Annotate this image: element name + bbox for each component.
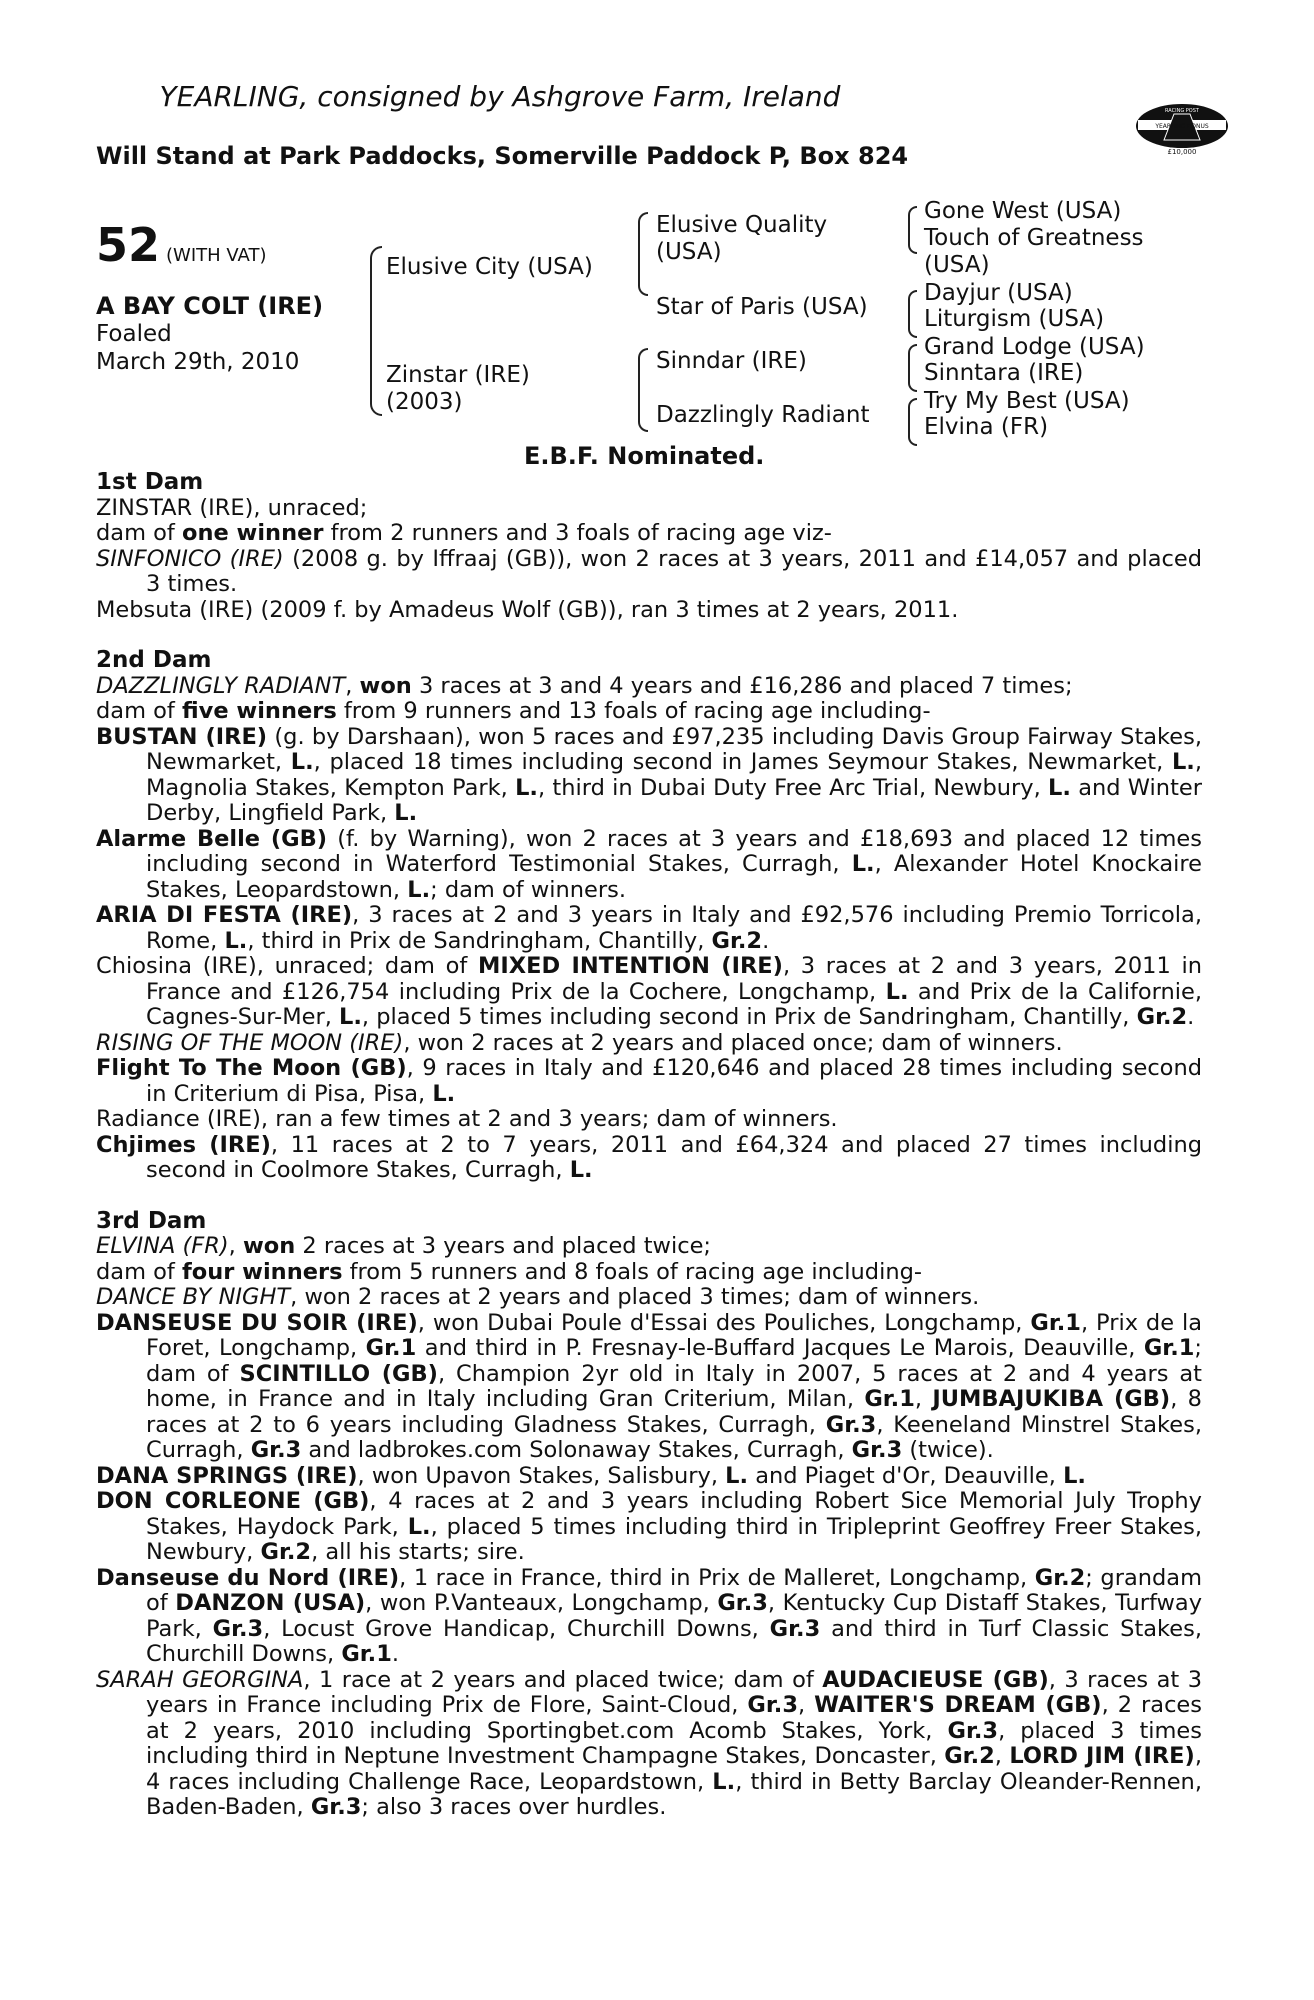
svg-text:YEARLING BONUS: YEARLING BONUS bbox=[1155, 123, 1209, 130]
produce-chjimes: Chjimes (IRE), 11 races at 2 to 7 years, 2011 and £64,324 and placed 27 times including second in Coolmore Stakes, Curragh, L. bbox=[96, 1131, 1202, 1183]
foaled-label: Foaled bbox=[96, 321, 172, 347]
ped-g3-1b: (USA) bbox=[656, 239, 722, 265]
brace-gen3-4 bbox=[908, 398, 917, 446]
produce-alarme-belle: Alarme Belle (GB) (f. by Warning), won 2 races at 3 years and £18,693 and placed 12 times including second in Waterford Testimonial Stakes, Curragh, L., Alexander Hotel Knockaire Stakes, Leopardstown, L.; dam of winners. bbox=[96, 825, 1202, 903]
ped-g4-2: Touch of Greatness bbox=[924, 225, 1144, 251]
produce-dana-springs: DANA SPRINGS (IRE), won Upavon Stakes, Salisbury, L. and Piaget d'Or, Deauville, L. bbox=[96, 1462, 1086, 1489]
first-dam-heading: 1st Dam bbox=[96, 469, 204, 495]
produce-flight-to-the-moon: Flight To The Moon (GB), 9 races in Italy and £120,646 and placed 28 times including second in Criterium di Pisa, Pisa, L. bbox=[96, 1055, 1202, 1107]
ped-sire: Elusive City (USA) bbox=[386, 254, 593, 280]
colt-name: A BAY COLT (IRE) bbox=[96, 292, 324, 320]
second-dam-line: DAZZLINGLY RADIANT, won 3 races at 3 and 4 years and £16,286 and placed 7 times; bbox=[96, 672, 1073, 699]
third-dam-line: ELVINA (FR), won 2 races at 3 years and placed twice; bbox=[96, 1233, 712, 1259]
ped-g3-3: Sinndar (IRE) bbox=[656, 348, 807, 374]
second-dam-heading: 2nd Dam bbox=[96, 647, 212, 673]
ped-g4-8: Elvina (FR) bbox=[924, 414, 1049, 440]
produce-radiance: Radiance (IRE), ran a few times at 2 and 3 years; dam of winners. bbox=[96, 1106, 838, 1132]
ped-g4-7: Try My Best (USA) bbox=[924, 388, 1130, 414]
first-dam-summary: dam of one winner from 2 runners and 3 foals of racing age viz- bbox=[96, 520, 832, 546]
catalogue-body bbox=[96, 470, 1202, 1821]
produce-chiosina: Chiosina (IRE), unraced; dam of MIXED INTENTION (IRE), 3 races at 2 and 3 years, 2011 in France and £126,754 including Prix de la Cochere, Longchamp, L. and Prix de la Californie, Cagnes-Sur-Mer, L., placed 5 times including second in Prix de Sandringham, Chantilly, Gr.2. bbox=[96, 953, 1203, 1030]
ped-g4-6: Sinntara (IRE) bbox=[924, 360, 1084, 386]
produce-mebsuta: Mebsuta (IRE) (2009 f. by Amadeus Wolf (GB)), ran 3 times at 2 years, 2011. bbox=[96, 596, 959, 623]
bonus-badge-icon bbox=[1134, 100, 1230, 156]
ped-g4-1: Gone West (USA) bbox=[924, 198, 1122, 224]
brace-gen1 bbox=[370, 246, 382, 416]
ebf-nominated: E.B.F. Nominated. bbox=[524, 442, 765, 470]
brace-gen3-2 bbox=[908, 290, 917, 338]
produce-dance-by-night: DANCE BY NIGHT, won 2 races at 2 years and placed 3 times; dam of winners. bbox=[96, 1284, 980, 1310]
produce-sarah-georgina: SARAH GEORGINA, 1 race at 2 years and placed twice; dam of AUDACIEUSE (GB), 3 races at 3 years in France including Prix de Flore, Saint-Cloud, Gr.3, WAITER'S DREAM (GB), 2 races at 2 years, 2010 including Sportingbet.com Acomb Stakes, York, Gr.3, placed 3 times including third in Neptune Investment Champagne Stakes, Doncaster, Gr.2, LORD JIM (IRE), 4 races including Challenge Race, Leopardstown, L., third in Betty Barclay Oleander-Rennen, Baden-Baden, Gr.3; also 3 races over hurdles. bbox=[96, 1666, 1203, 1820]
third-dam-summary: dam of four winners from 5 runners and 8 foals of racing age including- bbox=[96, 1258, 922, 1285]
colt-info bbox=[96, 292, 323, 376]
brace-gen2-top bbox=[638, 212, 648, 296]
lot-number bbox=[96, 218, 267, 272]
ped-dam: Zinstar (IRE) bbox=[386, 362, 530, 388]
produce-sinfonico: SINFONICO (IRE) (2008 g. by Iffraaj (GB)), won 2 races at 3 years, 2011 and £14,057 and placed 3 times. bbox=[96, 545, 1202, 597]
produce-rising-of-the-moon: RISING OF THE MOON (IRE), won 2 races at 2 years and placed once; dam of winners. bbox=[96, 1029, 1063, 1056]
svg-text:RACING POST: RACING POST bbox=[1165, 108, 1199, 114]
ped-g3-4: Dazzlingly Radiant bbox=[656, 402, 870, 428]
page-header: YEARLING, consigned by Ashgrove Farm, Ireland bbox=[159, 80, 841, 113]
ped-g3-1: Elusive Quality bbox=[656, 212, 828, 238]
svg-text:£10,000: £10,000 bbox=[1167, 148, 1197, 156]
stand-location: Will Stand at Park Paddocks, Somerville Paddock P, Box 824 bbox=[96, 142, 909, 170]
vat-label: (WITH VAT) bbox=[166, 245, 267, 266]
brace-gen3-3 bbox=[908, 344, 917, 392]
foaled-date: March 29th, 2010 bbox=[96, 349, 300, 375]
brace-gen3-1 bbox=[908, 206, 917, 254]
lot-num: 52 bbox=[96, 218, 161, 272]
second-dam-summary: dam of five winners from 9 runners and 13 foals of racing age including- bbox=[96, 698, 931, 724]
produce-danseuse-du-soir: DANSEUSE DU SOIR (IRE), won Dubai Poule d'Essai des Pouliches, Longchamp, Gr.1, Prix de la Foret, Longchamp, Gr.1 and third in P. Fresnay-le-Buffard Jacques Le Marois, Deauville, Gr.1; dam of SCINTILLO (GB), Champion 2yr old in Italy in 2007, 5 races at 2 and 4 years at home, in France and in Italy including Gran Criterium, Milan, Gr.1, JUMBAJUKIBA (GB), 8 races at 2 to 6 years including Gladness Stakes, Curragh, Gr.3, Keeneland Minstrel Stakes, Curragh, Gr.3 and ladbrokes.com Solonaway Stakes, Curragh, Gr.3 (twice). bbox=[96, 1309, 1203, 1463]
produce-bustan: BUSTAN (IRE) (g. by Darshaan), won 5 races and £97,235 including Davis Group Fairway Stakes, Newmarket, L., placed 18 times including second in James Seymour Stakes, Newmarket, L., Magnolia Stakes, Kempton Park, L., third in Dubai Duty Free Arc Trial, Newbury, L. and Winter Derby, Lingfield Park, L. bbox=[96, 723, 1202, 826]
produce-aria-di-festa: ARIA DI FESTA (IRE), 3 races at 2 and 3 years in Italy and £92,576 including Premio Torricola, Rome, L., third in Prix de Sandringham, Chantilly, Gr.2. bbox=[96, 902, 1202, 954]
ped-g4-2b: (USA) bbox=[924, 252, 990, 278]
ped-dam-year: (2003) bbox=[386, 389, 463, 415]
first-dam-line: ZINSTAR (IRE), unraced; bbox=[96, 494, 368, 521]
third-dam-heading: 3rd Dam bbox=[96, 1207, 207, 1234]
ped-g4-5: Grand Lodge (USA) bbox=[924, 334, 1145, 360]
ped-g3-2: Star of Paris (USA) bbox=[656, 294, 868, 320]
ped-g4-4: Liturgism (USA) bbox=[924, 306, 1105, 332]
brace-gen2-bottom bbox=[638, 348, 648, 432]
ped-g4-3: Dayjur (USA) bbox=[924, 280, 1073, 306]
produce-don-corleone: DON CORLEONE (GB), 4 races at 2 and 3 years including Robert Sice Memorial July Trophy Stakes, Haydock Park, L., placed 5 times including third in Tripleprint Geoffrey Freer Stakes, Newbury, Gr.2, all his starts; sire. bbox=[96, 1488, 1202, 1565]
produce-danseuse-du-nord: Danseuse du Nord (IRE), 1 race in France, third in Prix de Malleret, Longchamp, Gr.2; grandam of DANZON (USA), won P.Vanteaux, Longchamp, Gr.3, Kentucky Cup Distaff Stakes, Turfway Park, Gr.3, Locust Grove Handicap, Churchill Downs, Gr.3 and third in Turf Classic Stakes, Churchill Downs, Gr.1. bbox=[96, 1564, 1203, 1667]
